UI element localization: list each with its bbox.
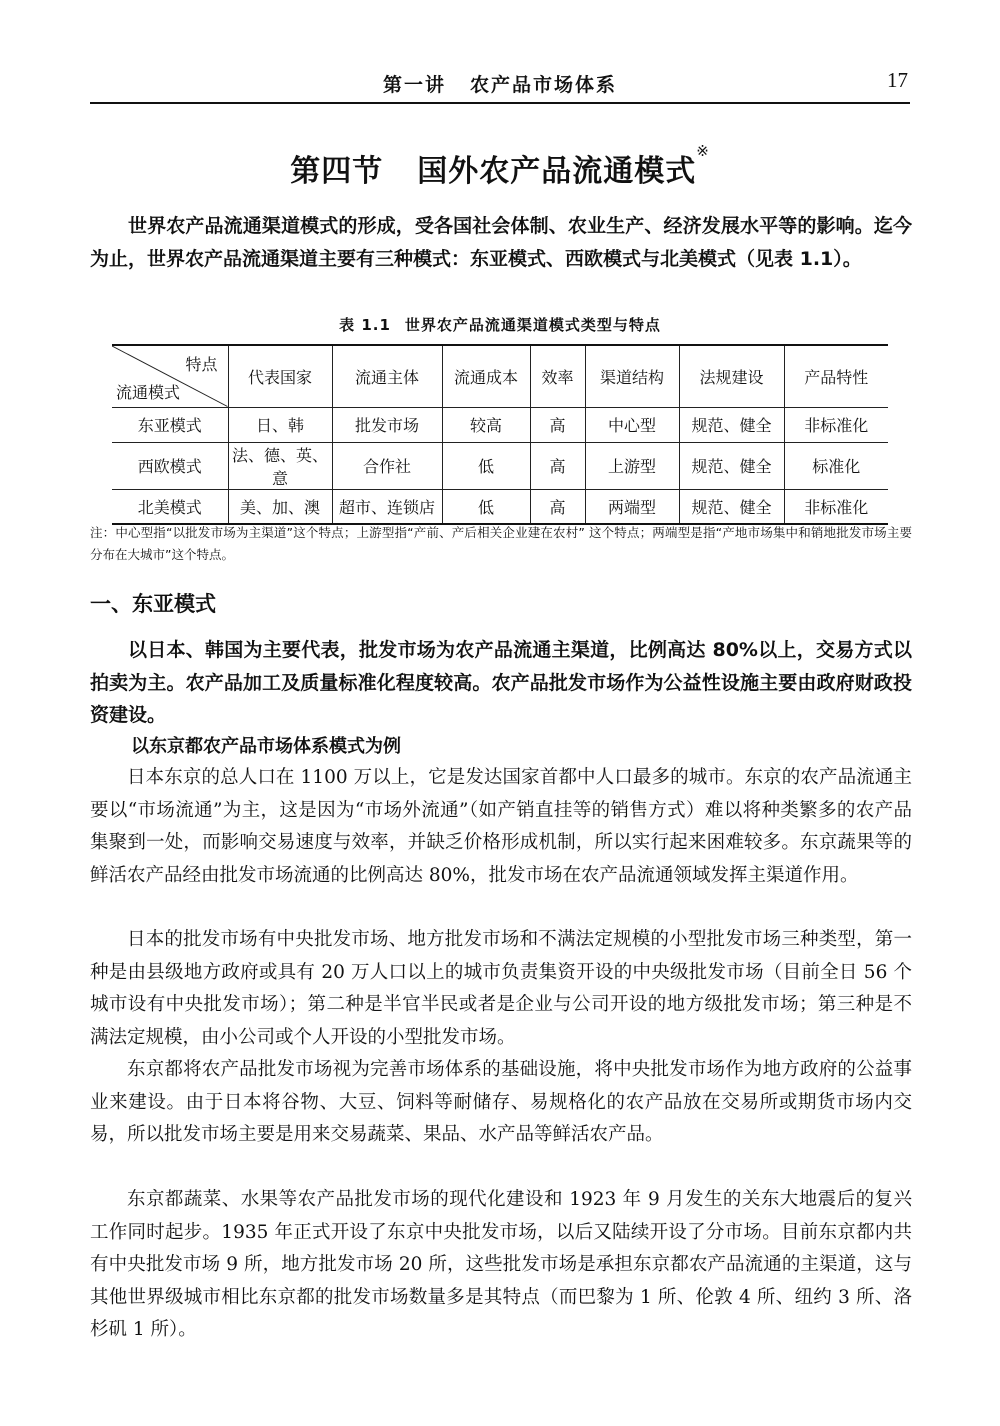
section-title-text: 国外农产品流通模式 [417,154,697,189]
table-cell: 规范、健全 [679,442,784,489]
table-cell: 较高 [442,407,530,442]
row-header: 西欧模式 [112,442,228,489]
table-cell: 低 [442,489,530,524]
table-row [112,407,888,442]
table-cell: 高 [530,442,585,489]
column-header: 效率 [530,345,585,407]
page-number: 17 [887,68,908,92]
table-number: 表 1.1 [339,316,391,334]
column-header: 产品特性 [784,345,888,407]
east-asia-summary: 以日本、韩国为主要代表，批发市场为农产品流通主渠道，比例高达 80%以上，交易方式以拍卖为主。农产品加工及质量标准化程度较高。农产品批发市场作为公益性设施主要由政府财政投资建设。 [90,639,912,726]
table-cell: 标准化 [784,442,888,489]
table-cell: 规范、健全 [679,489,784,524]
table-cell: 中心型 [585,407,679,442]
intro-paragraph: 世界农产品流通渠道模式的形成，受各国社会体制、农业生产、经济发展水平等的影响。迄今为止，世界农产品流通渠道主要有三种模式：东亚模式、西欧模式与北美模式（见表 1.1）。 [90,215,912,270]
table-cell: 规范、健全 [679,407,784,442]
section-number: 第四节 [290,154,384,189]
table-cell: 非标准化 [784,407,888,442]
footnote-mark: ※ [696,142,710,160]
lecture-number: 第一讲 [382,74,446,96]
table-row [112,489,888,524]
body-paragraph: 日本的批发市场有中央批发市场、地方批发市场和不满法定规模的小型批发市场三种类型，第一种是由县级地方政府或具有 20 万人口以上的城市负责集资开设的中央级批发市场（目前全日 56 个城市设有中央批发市场）；第二种是半官半民或者是企业与公司开设的地方级批发市场；第三种是不满法定规模，由小公司或个人开设的小型批发市场。 [90,929,912,1048]
column-header: 渠道结构 [585,345,679,407]
table-note: 注：中心型指“以批发市场为主渠道”这个特点；上游型指“产前、产后相关企业建在农村” 这个特点；两端型是指“产地市场集中和销地批发市场主要分布在大城市”这个特点。 [90,525,912,562]
table-cell: 美、加、澳 [228,489,332,524]
row-header: 北美模式 [112,489,228,524]
table-title: 世界农产品流通渠道模式类型与特点 [404,316,661,334]
body-paragraph: 东京都将农产品批发市场视为完善市场体系的基础设施，将中央批发市场作为地方政府的公益事业来建设。由于日本将谷物、大豆、饲料等耐储存、易规格化的农产品放在交易所或期货市场内交易，所以批发市场主要是用来交易蔬菜、果品、水产品等鲜活农产品。 [90,1059,912,1145]
table-cell: 上游型 [585,442,679,489]
table-cell: 合作社 [332,442,442,489]
running-header [90,62,910,104]
body-paragraph: 东京都蔬菜、水果等农产品批发市场的现代化建设和 1923 年 9 月发生的关东大地震后的复兴工作同时起步。1935 年正式开设了东京中央批发市场，以后又陆续开设了分市场。目前东京都内共有中央批发市场 9 所，地方批发市场 20 所，这些批发市场是承担东京都农产品流通的主渠道，这与其他世界级城市相比东京都的批发市场数量多是其特点（而巴黎为 1 所、伦敦 4 所、纽约 3 所、洛杉矶 1 所）。 [90,1189,912,1340]
column-header: 代表国家 [228,345,332,407]
column-header: 流通成本 [442,345,530,407]
table-row [112,442,888,489]
corner-bottom-label: 流通模式 [116,382,181,402]
table-cell: 超市、连锁店 [332,489,442,524]
table-cell: 法、德、英、意 [228,442,332,489]
table-cell: 非标准化 [784,489,888,524]
corner-top-label: 特点 [185,355,218,374]
distribution-modes-table [112,344,888,525]
running-title [90,70,910,97]
table-cell: 高 [530,407,585,442]
body-paragraph: 日本东京的总人口在 1100 万以上，它是发达国家首都中人口最多的城市。东京的农产品流通主要以“市场流通”为主，这是因为“市场外流通”（如产销直挂等的销售方式）难以将种类繁多的农产品集聚到一处，而影响交易速度与效率，并缺乏价格形成机制，所以实行起来困难较多。东京蔬果等的鲜活农产品经由批发市场流通的比例高达 80%，批发市场在农产品流通领域发挥主渠道作用。 [90,767,912,886]
table-cell: 批发市场 [332,407,442,442]
example-heading: 以东京都农产品市场体系模式为例 [131,736,401,757]
table-cell: 高 [530,489,585,524]
section-title [90,142,910,190]
table-cell: 两端型 [585,489,679,524]
table-cell: 低 [442,442,530,489]
column-header: 流通主体 [332,345,442,407]
column-header: 法规建设 [679,345,784,407]
table-corner-cell [112,345,228,407]
subsection-heading: 一、东亚模式 [90,592,216,616]
table-cell: 日、韩 [228,407,332,442]
row-header: 东亚模式 [112,407,228,442]
table-header-row [112,345,888,407]
table-caption [90,314,910,335]
lecture-title: 农产品市场体系 [470,74,618,96]
